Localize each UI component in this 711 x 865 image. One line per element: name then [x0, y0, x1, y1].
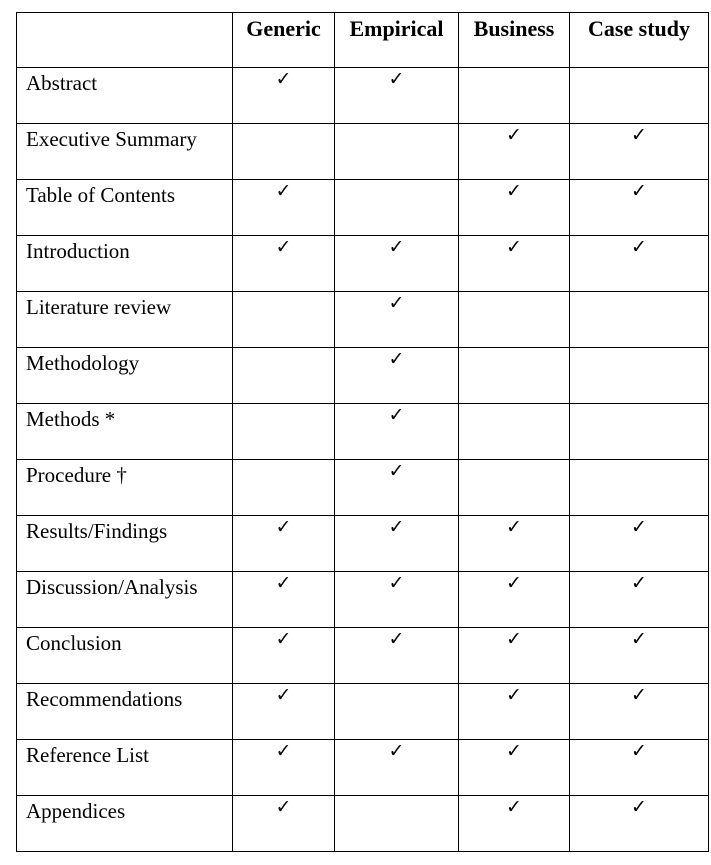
table-row: [17, 572, 709, 628]
checkmark-icon: ✓: [506, 516, 522, 538]
check-cell-empirical: [335, 124, 459, 180]
checkmark-icon: ✓: [275, 236, 292, 258]
checkmark-icon: ✓: [275, 796, 292, 818]
check-cell-generic: [233, 684, 335, 740]
check-cell-generic: [233, 124, 335, 180]
row-label: Table of Contents: [17, 180, 233, 236]
checkmark-icon: ✓: [631, 628, 647, 650]
checkmark-icon: ✓: [388, 516, 405, 538]
check-cell-empirical: [335, 740, 459, 796]
row-label: Methodology: [17, 348, 233, 404]
check-cell-generic: [233, 740, 335, 796]
checkmark-icon: ✓: [275, 684, 292, 706]
row-label: Recommendations: [17, 684, 233, 740]
check-cell-empirical: [335, 404, 459, 460]
checkmark-icon: ✓: [388, 348, 405, 370]
table-body: [17, 68, 709, 852]
checkmark-icon: ✓: [275, 68, 292, 90]
check-cell-business: [459, 684, 570, 740]
table-row: [17, 740, 709, 796]
table-row: [17, 236, 709, 292]
table-row: [17, 348, 709, 404]
check-cell-case-study: [570, 628, 709, 684]
check-cell-case-study: [570, 292, 709, 348]
check-cell-generic: [233, 572, 335, 628]
check-cell-case-study: [570, 236, 709, 292]
row-label: Executive Summary: [17, 124, 233, 180]
table-row: [17, 516, 709, 572]
checkmark-icon: ✓: [388, 404, 405, 426]
table-row: [17, 292, 709, 348]
check-cell-generic: [233, 292, 335, 348]
check-cell-business: [459, 740, 570, 796]
table-row: [17, 628, 709, 684]
check-cell-case-study: [570, 796, 709, 852]
checkmark-icon: ✓: [388, 460, 405, 482]
checkmark-icon: ✓: [631, 236, 647, 258]
row-label: Reference List: [17, 740, 233, 796]
check-cell-generic: [233, 348, 335, 404]
checkmark-icon: ✓: [275, 516, 292, 538]
check-cell-generic: [233, 796, 335, 852]
check-cell-business: [459, 180, 570, 236]
checkmark-icon: ✓: [388, 68, 405, 90]
check-cell-empirical: [335, 292, 459, 348]
header-row: [17, 13, 709, 68]
table-row: [17, 180, 709, 236]
check-cell-case-study: [570, 572, 709, 628]
checkmark-icon: ✓: [631, 516, 647, 538]
row-label: Appendices: [17, 796, 233, 852]
row-label: Methods *: [17, 404, 233, 460]
check-cell-empirical: [335, 796, 459, 852]
check-cell-case-study: [570, 516, 709, 572]
check-cell-case-study: [570, 404, 709, 460]
column-header-generic: Generic: [233, 13, 335, 68]
checkmark-icon: ✓: [506, 684, 522, 706]
table-row: [17, 684, 709, 740]
check-cell-case-study: [570, 348, 709, 404]
check-cell-case-study: [570, 180, 709, 236]
row-label: Literature review: [17, 292, 233, 348]
checkmark-icon: ✓: [631, 572, 647, 594]
checkmark-icon: ✓: [388, 628, 405, 650]
check-cell-empirical: [335, 460, 459, 516]
checkmark-icon: ✓: [506, 180, 522, 202]
checkmark-icon: ✓: [631, 796, 647, 818]
check-cell-business: [459, 628, 570, 684]
row-label: Discussion/Analysis: [17, 572, 233, 628]
check-cell-business: [459, 516, 570, 572]
checkmark-icon: ✓: [388, 236, 405, 258]
check-cell-business: [459, 460, 570, 516]
check-cell-generic: [233, 180, 335, 236]
checkmark-icon: ✓: [506, 572, 522, 594]
table-row: [17, 796, 709, 852]
report-structure-table: [16, 12, 709, 852]
checkmark-icon: ✓: [506, 796, 522, 818]
check-cell-case-study: [570, 684, 709, 740]
check-cell-empirical: [335, 68, 459, 124]
check-cell-business: [459, 348, 570, 404]
check-cell-business: [459, 124, 570, 180]
check-cell-business: [459, 404, 570, 460]
checkmark-icon: ✓: [275, 180, 292, 202]
column-header-empirical: Empirical: [335, 13, 459, 68]
checkmark-icon: ✓: [631, 124, 647, 146]
check-cell-case-study: [570, 68, 709, 124]
checkmark-icon: ✓: [275, 740, 292, 762]
check-cell-business: [459, 292, 570, 348]
row-label: Abstract: [17, 68, 233, 124]
check-cell-generic: [233, 516, 335, 572]
check-cell-empirical: [335, 180, 459, 236]
check-cell-generic: [233, 460, 335, 516]
column-header-case-study: Case study: [570, 13, 709, 68]
check-cell-empirical: [335, 628, 459, 684]
check-cell-case-study: [570, 124, 709, 180]
row-label: Introduction: [17, 236, 233, 292]
checkmark-icon: ✓: [631, 740, 647, 762]
check-cell-case-study: [570, 460, 709, 516]
check-cell-empirical: [335, 348, 459, 404]
table-row: [17, 460, 709, 516]
checkmark-icon: ✓: [506, 740, 522, 762]
checkmark-icon: ✓: [506, 236, 522, 258]
check-cell-empirical: [335, 516, 459, 572]
row-label: Results/Findings: [17, 516, 233, 572]
check-cell-generic: [233, 68, 335, 124]
check-cell-generic: [233, 628, 335, 684]
checkmark-icon: ✓: [388, 740, 405, 762]
checkmark-icon: ✓: [275, 628, 292, 650]
checkmark-icon: ✓: [388, 572, 405, 594]
check-cell-business: [459, 236, 570, 292]
header-corner: [17, 13, 233, 68]
checkmark-icon: ✓: [506, 124, 522, 146]
table-row: [17, 124, 709, 180]
check-cell-generic: [233, 236, 335, 292]
check-cell-business: [459, 68, 570, 124]
column-header-business: Business: [459, 13, 570, 68]
check-cell-business: [459, 796, 570, 852]
table-row: [17, 68, 709, 124]
checkmark-icon: ✓: [631, 684, 647, 706]
checkmark-icon: ✓: [506, 628, 522, 650]
check-cell-business: [459, 572, 570, 628]
check-cell-empirical: [335, 572, 459, 628]
checkmark-icon: ✓: [631, 180, 647, 202]
checkmark-icon: ✓: [388, 292, 405, 314]
checkmark-icon: ✓: [275, 572, 292, 594]
check-cell-empirical: [335, 236, 459, 292]
row-label: Conclusion: [17, 628, 233, 684]
table-row: [17, 404, 709, 460]
check-cell-generic: [233, 404, 335, 460]
row-label: Procedure †: [17, 460, 233, 516]
check-cell-case-study: [570, 740, 709, 796]
check-cell-empirical: [335, 684, 459, 740]
